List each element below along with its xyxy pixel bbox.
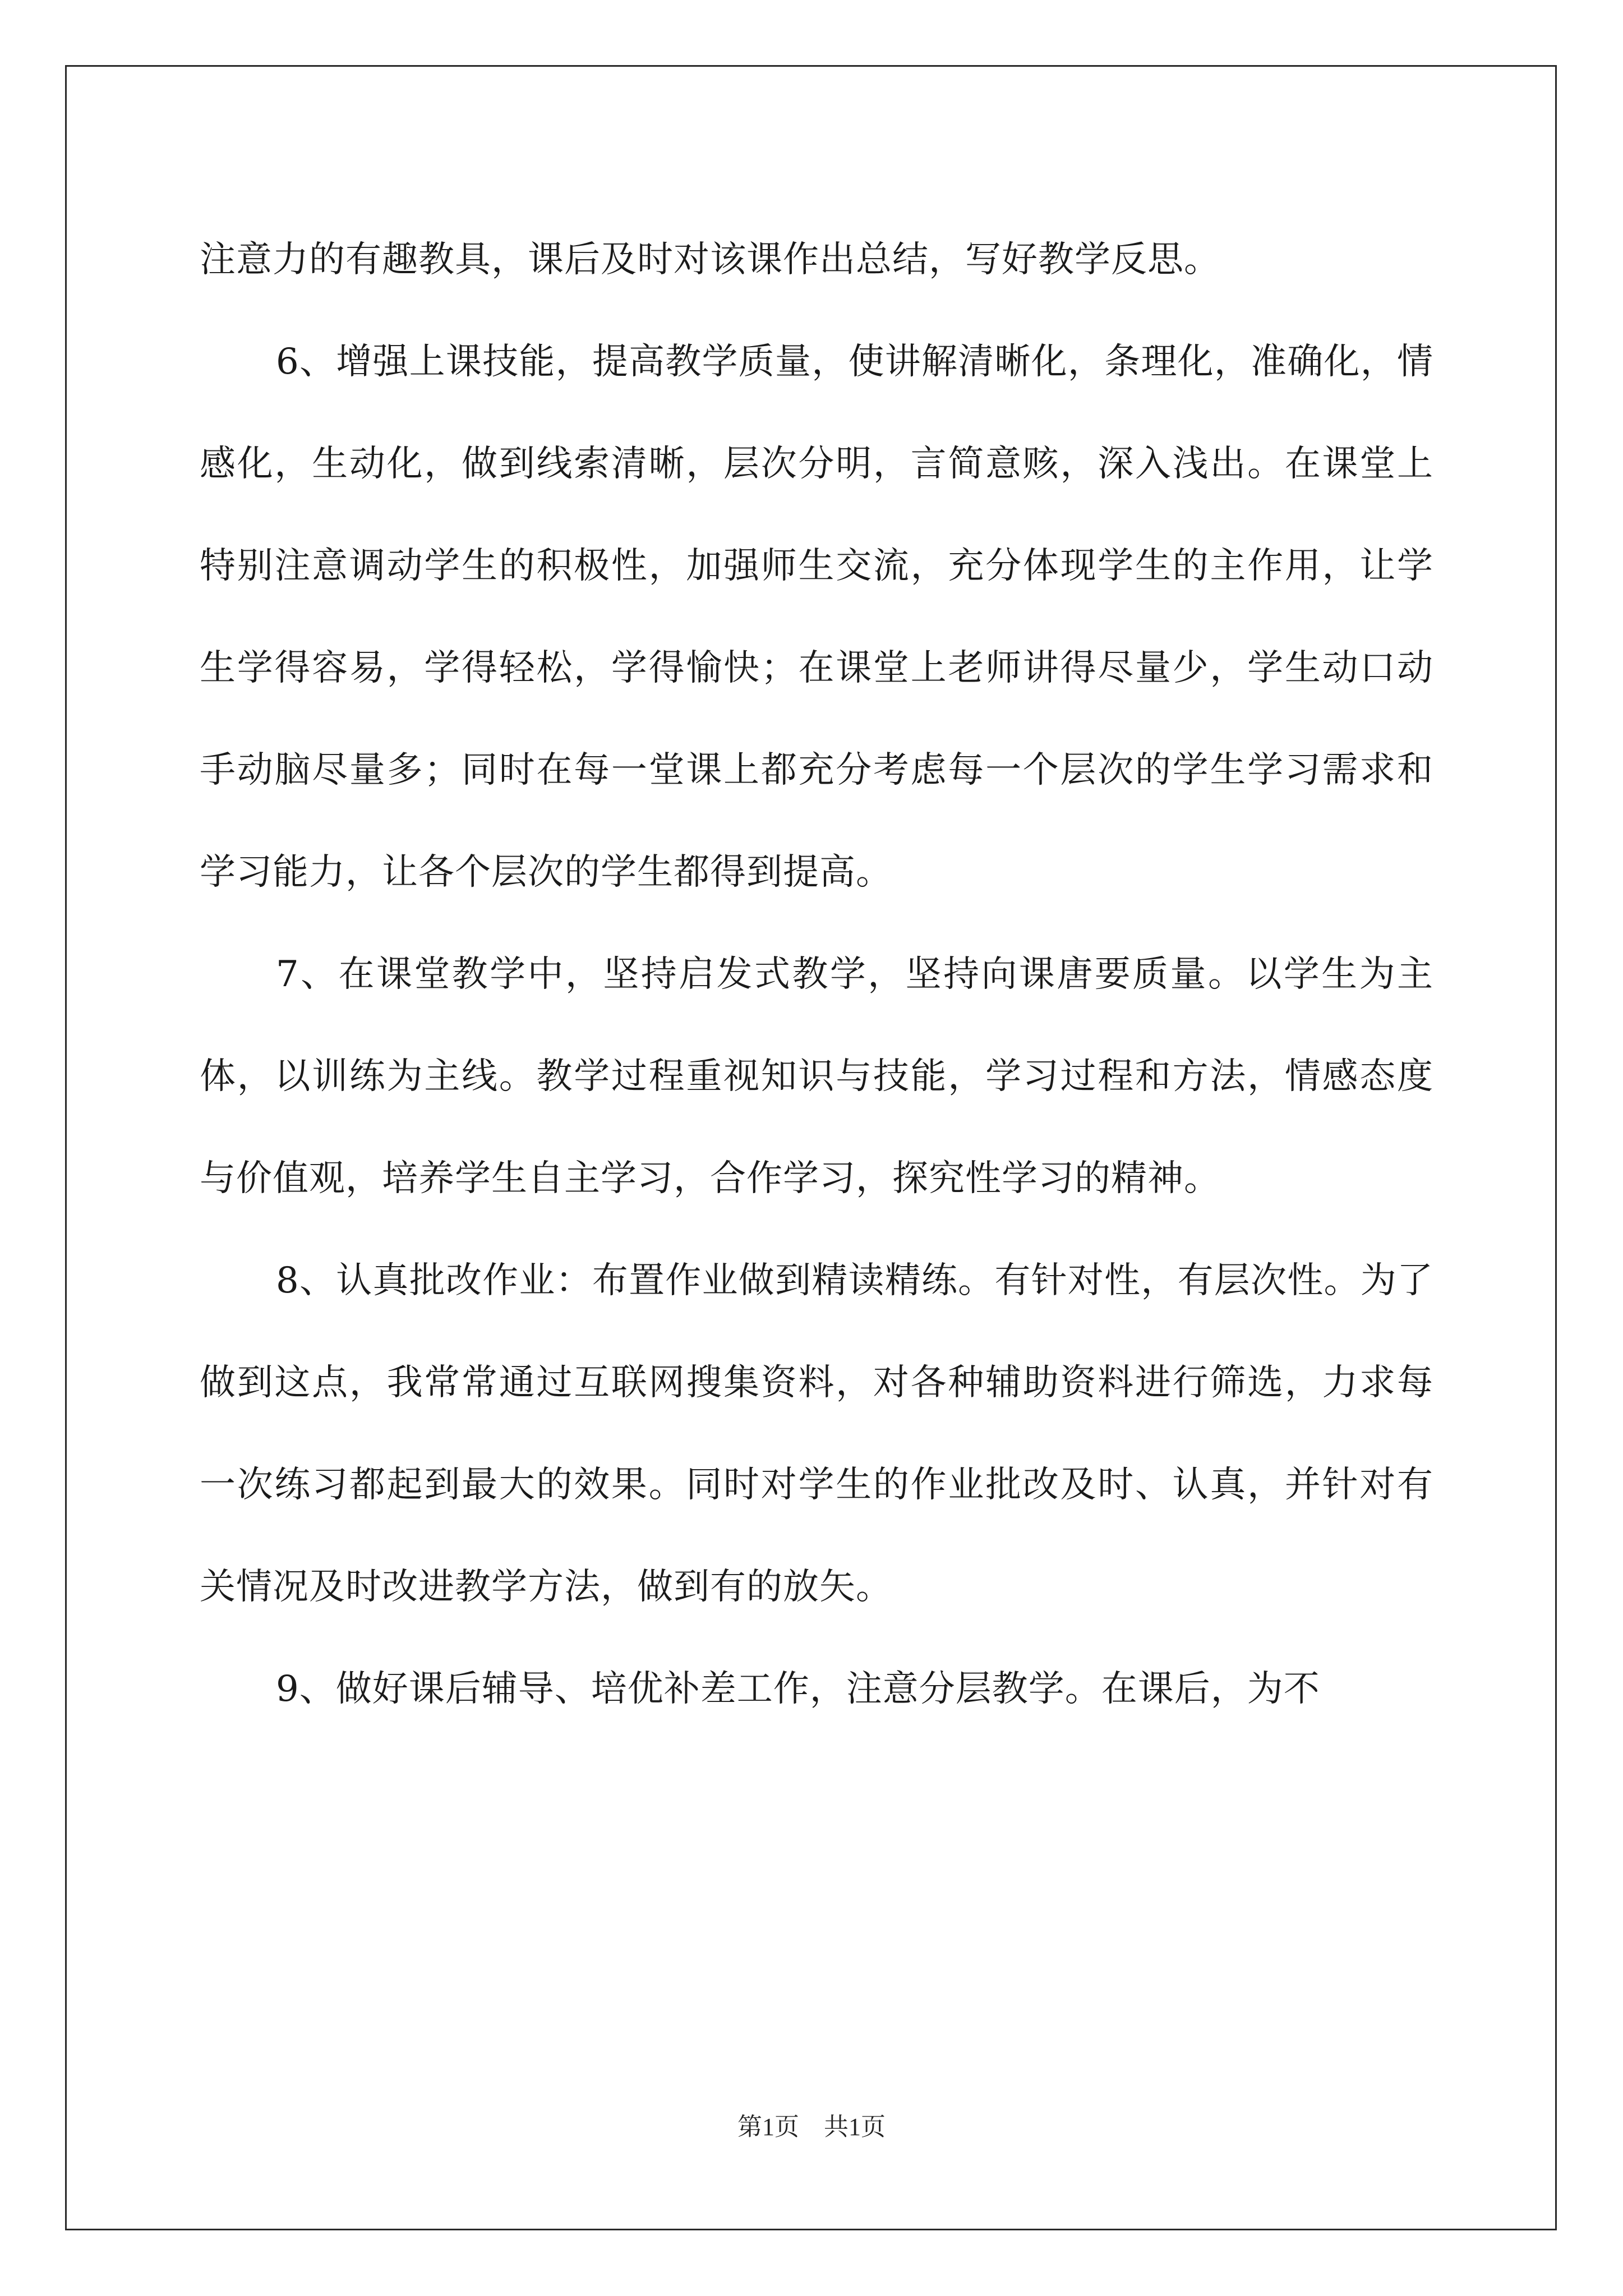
- paragraph-continuation: 注意力的有趣教具，课后及时对该课作出总结，写好教学反思。: [200, 239, 1220, 280]
- page-number-total: 共1页: [824, 2113, 886, 2141]
- page-number-current: 第1页: [737, 2113, 799, 2141]
- paragraph-item-6: 6、增强上课技能，提高教学质量，使讲解清晰化，条理化，准确化，情感化，生动化，做到线索清晰，层次分明，言简意赅，深入浅出。在课堂上特别注意调动学生的积极性，加强师生交流，充分体现学生的主作用，让学生学得容易，学得轻松，学得愉快；在课堂上老师讲得尽量少，学生动口动手动脑尽量多；同时在每一堂课上都充分考虑每一个层次的学生学习需求和学习能力，让各个层次的学生都得到提高。: [200, 341, 1433, 893]
- paragraph-item-9: 9、做好课后辅导、培优补差工作，注意分层教学。在课后，为不: [276, 1668, 1320, 1710]
- document-body: [200, 209, 1433, 1740]
- paragraph-item-7: 7、在课堂教学中，坚持启发式教学，坚持向课唐要质量。以学生为主体，以训练为主线。教学过程重视知识与技能，学习过程和方法，情感态度与价值观，培养学生自主学习，合作学习，探究性学习的精神。: [200, 954, 1433, 1199]
- page-footer: [0, 2106, 1623, 2142]
- paragraph-item-8: 8、认真批改作业：布置作业做到精读精练。有针对性，有层次性。为了做到这点，我常常通过互联网搜集资料，对各种辅助资料进行筛选，力求每一次练习都起到最大的效果。同时对学生的作业批改及时、认真，并针对有关情况及时改进教学方法，做到有的放矢。: [200, 1260, 1433, 1608]
